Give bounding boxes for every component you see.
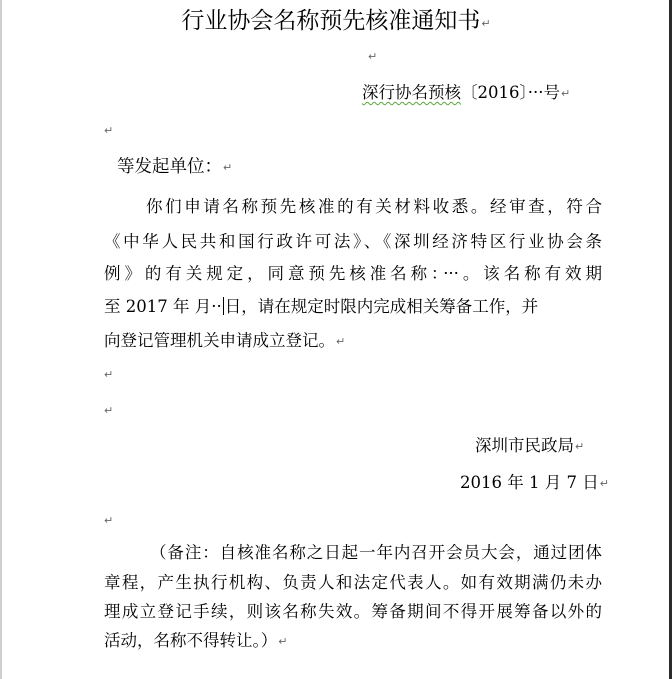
note-line-2: 章程，产生执行机构、负责人和法定代表人。如有效期满仍未办 (104, 573, 602, 592)
paragraph-mark: ↵ (278, 635, 288, 648)
paragraph-mark: ↵ (368, 50, 378, 63)
signature-organization-text: 深圳市民政局 (475, 436, 574, 455)
body-line-4-end: 日，请在规定时限内完成相关筹备工作，并 (224, 297, 539, 316)
paragraph-mark: ↵ (104, 404, 114, 417)
body-line-4-start: 至 2017 年 月·· (104, 297, 222, 316)
paragraph-mark: ↵ (599, 477, 609, 490)
body-line-1: 你们申请名称预先核准的有关材料收悉。经审查，符合 (146, 197, 602, 216)
document-title (0, 6, 672, 39)
body-line-5 (104, 331, 345, 352)
body-line-2: 《中华人民共和国行政许可法》、《深圳经济特区行业协会条 (104, 232, 602, 251)
note-line-4 (104, 631, 287, 652)
body-line-3: 例》的有关规定，同意预先核准名称：···。该名称有效期 (104, 264, 602, 283)
paragraph-mark: ↵ (104, 514, 114, 527)
paragraph-mark: ↵ (104, 124, 114, 137)
document-title-text: 行业协会名称预先核准通知书 (181, 8, 481, 34)
reference-number (362, 83, 570, 104)
signature-date-text: 2016 年 1 月 7 日 (460, 473, 599, 492)
reference-suffix: 〔2016〕···号 (461, 83, 560, 102)
paragraph-mark: ↵ (104, 368, 114, 381)
signature-date (460, 473, 609, 494)
reference-prefix: 深行协名预核 (362, 83, 461, 102)
body-line-5-text: 向登记管理机关申请成立登记。 (104, 331, 335, 350)
body-line-4 (104, 297, 602, 317)
paragraph-mark: ↵ (336, 335, 346, 348)
addressee-text: 等发起单位： (117, 157, 222, 177)
text-cursor (223, 297, 224, 315)
note-line-4-text: 活动，名称不得转让。） (104, 631, 278, 650)
paragraph-mark: ↵ (560, 87, 571, 100)
note-line-1: （备注：自核准名称之日起一年内召开会员大会，通过团体 (150, 543, 602, 562)
addressee (117, 157, 232, 178)
paragraph-mark: ↵ (223, 161, 233, 174)
paragraph-mark: ↵ (481, 17, 491, 30)
paragraph-mark: ↵ (575, 440, 585, 453)
note-line-3: 理成立登记手续，则该名称失效。筹备期间不得开展筹备以外的 (104, 602, 602, 621)
page-left-edge (0, 0, 2, 679)
signature-organization (475, 436, 584, 457)
